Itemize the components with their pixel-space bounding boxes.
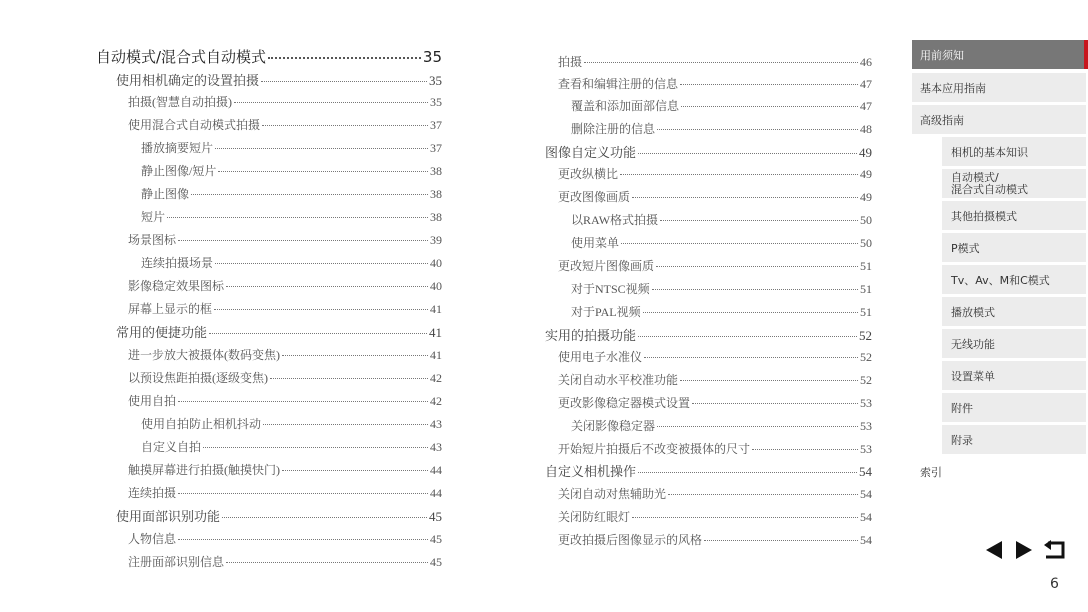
toc-page: 52 (859, 328, 872, 343)
toc-entry[interactable] (128, 346, 442, 363)
toc-leader (644, 357, 858, 358)
toc-page: 51 (860, 282, 872, 296)
toc-title: 场景图标 (128, 233, 177, 247)
toc-leader (680, 380, 858, 381)
toc-entry[interactable] (141, 185, 442, 202)
toc-leader (268, 57, 421, 59)
toc-title: 播放摘要短片 (141, 141, 214, 155)
toc-page: 52 (860, 373, 872, 387)
toc-page: 43 (430, 440, 442, 454)
next-page-icon (1012, 539, 1036, 561)
toc-page: 41 (430, 302, 442, 316)
toc-leader (632, 197, 858, 198)
toc-entry[interactable] (571, 97, 872, 114)
toc-leader (660, 220, 858, 221)
toc-leader (214, 309, 428, 310)
toc-entry[interactable] (116, 506, 442, 525)
toc-page: 47 (860, 77, 872, 91)
toc-entry[interactable] (558, 257, 872, 274)
toc-leader (621, 243, 858, 244)
toc-page: 41 (430, 348, 442, 362)
toc-leader (668, 494, 858, 495)
toc-page: 51 (860, 305, 872, 319)
toc-leader (282, 355, 428, 356)
toc-entry[interactable] (545, 142, 872, 161)
toc-title: 关闭自动对焦辅助光 (558, 487, 667, 501)
toc-title: 关闭影像稳定器 (571, 419, 656, 433)
sidebar-item-setup-menu[interactable] (942, 361, 1086, 390)
toc-page: 35 (422, 48, 442, 66)
toc-page: 41 (429, 325, 442, 340)
toc-entry[interactable] (128, 231, 442, 248)
sidebar-item-p-mode[interactable] (942, 233, 1086, 262)
toc-page: 49 (859, 145, 872, 160)
toc-leader (226, 562, 428, 563)
toc-page: 35 (429, 73, 442, 88)
page-number: 6 (1050, 576, 1059, 592)
sidebar-item-tv-av-m-c-mode[interactable] (942, 265, 1086, 294)
return-button[interactable] (1042, 539, 1066, 561)
toc-entry[interactable] (141, 254, 442, 271)
toc-title: 实用的拍摄功能 (545, 328, 637, 343)
toc-title: 屏幕上显示的框 (128, 302, 213, 316)
toc-page: 52 (860, 350, 872, 364)
toc-page: 45 (430, 555, 442, 569)
toc-page: 42 (430, 371, 442, 385)
toc-entry[interactable] (558, 485, 872, 502)
toc-page: 54 (860, 533, 872, 547)
toc-title: 更改短片图像画质 (558, 259, 655, 273)
toc-leader (656, 266, 858, 267)
toc-page: 50 (860, 236, 872, 250)
sidebar-item-label: 索引 (920, 465, 942, 479)
toc-title: 使用菜单 (571, 236, 620, 250)
chapter-sidebar (912, 40, 1088, 492)
toc-title: 静止图像 (141, 187, 190, 201)
sidebar-item-label: 设置菜单 (951, 369, 995, 383)
toc-title: 进一步放大被摄体(数码变焦) (128, 348, 280, 362)
toc-page: 50 (860, 213, 872, 227)
toc-page: 54 (859, 464, 872, 479)
toc-page: 38 (430, 210, 442, 224)
sidebar-item-label: Tv、Av、M和C模式 (951, 273, 1050, 287)
toc-entry[interactable] (571, 303, 872, 320)
toc-title: 对于NTSC视频 (571, 282, 650, 296)
toc-leader (215, 263, 428, 264)
toc-page: 43 (430, 417, 442, 431)
toc-entry[interactable] (571, 211, 872, 228)
toc-page: 53 (860, 442, 872, 456)
sidebar-item-advanced-guide[interactable] (912, 105, 1086, 134)
toc-entry[interactable] (571, 234, 872, 251)
toc-leader (657, 129, 858, 130)
toc-title: 删除注册的信息 (571, 122, 656, 136)
toc-leader (167, 217, 428, 218)
toc-leader (652, 289, 858, 290)
toc-leader (638, 153, 857, 154)
toc-title: 拍摄 (558, 55, 583, 69)
toc-entry[interactable] (571, 280, 872, 297)
toc-entry[interactable] (558, 53, 872, 70)
toc-title: 更改影像稳定器模式设置 (558, 396, 691, 410)
sidebar-item-before-use[interactable] (912, 40, 1086, 69)
toc-title: 更改图像画质 (558, 190, 631, 204)
toc-page: 35 (430, 95, 442, 109)
toc-title: 影像稳定效果图标 (128, 279, 225, 293)
toc-title: 常用的便捷功能 (116, 325, 208, 340)
toc-title: 关闭自动水平校准功能 (558, 373, 679, 387)
toc-entry[interactable] (141, 438, 442, 455)
toc-entry[interactable] (141, 415, 442, 432)
toc-page: 40 (430, 256, 442, 270)
toc-page: 44 (430, 486, 442, 500)
sidebar-item-label: 相机的基本知识 (951, 145, 1028, 159)
toc-title: 触摸屏幕进行拍摄(触摸快门) (128, 463, 280, 477)
toc-leader (209, 333, 427, 334)
toc-title: 开始短片拍摄后不改变被摄体的尺寸 (558, 442, 751, 456)
toc-leader (638, 472, 857, 473)
toc-page: 48 (860, 122, 872, 136)
toc-title: 自定义相机操作 (545, 464, 637, 479)
toc-entry[interactable] (128, 484, 442, 501)
sidebar-item-auto-mode[interactable] (942, 169, 1086, 198)
sidebar-item-label-line: 混合式自动模式 (951, 182, 1028, 196)
toc-entry[interactable] (128, 392, 442, 409)
toc-entry[interactable] (128, 300, 442, 317)
toc-leader (203, 447, 428, 448)
sidebar-item-label: 用前须知 (920, 48, 964, 62)
toc-title: 使用面部识别功能 (116, 509, 221, 524)
toc-entry[interactable] (116, 70, 442, 89)
toc-leader (632, 517, 858, 518)
sidebar-item-label: 播放模式 (951, 305, 995, 319)
toc-title: 连续拍摄场景 (141, 256, 214, 270)
toc-title: 使用相机确定的设置拍摄 (116, 73, 260, 88)
toc-leader (282, 470, 428, 471)
sidebar-item-label: 附录 (951, 433, 973, 447)
toc-entry[interactable] (141, 139, 442, 156)
toc-page: 42 (430, 394, 442, 408)
toc-leader (178, 401, 428, 402)
toc-title: 静止图像/短片 (141, 164, 217, 178)
sidebar-item-appendix[interactable] (942, 425, 1086, 454)
page-navigation (982, 539, 1064, 561)
sidebar-item-label (951, 172, 1028, 196)
sidebar-item-label-line: 自动模式/ (951, 170, 999, 184)
sidebar-item-label: P模式 (951, 241, 980, 255)
toc-title: 自动模式/混合式自动模式 (96, 48, 267, 66)
sidebar-item-other-shooting-modes[interactable] (942, 201, 1086, 230)
toc-entry[interactable] (96, 46, 442, 67)
toc-leader (261, 81, 427, 82)
toc-entry[interactable] (558, 508, 872, 525)
toc-page: 44 (430, 463, 442, 477)
toc-leader (657, 426, 858, 427)
toc-entry[interactable] (545, 325, 872, 344)
toc-entry[interactable] (558, 394, 872, 411)
toc-title: 连续拍摄 (128, 486, 177, 500)
toc-leader (692, 403, 858, 404)
prev-page-icon (982, 539, 1006, 561)
toc-title: 使用混合式自动模式拍摄 (128, 118, 261, 132)
sidebar-item-label: 其他拍摄模式 (951, 209, 1017, 223)
toc-entry[interactable] (558, 188, 872, 205)
toc-leader (270, 378, 428, 379)
toc-entry[interactable] (128, 553, 442, 570)
toc-entry[interactable] (116, 322, 442, 341)
toc-leader (215, 148, 428, 149)
toc-leader (681, 106, 858, 107)
toc-page: 49 (860, 190, 872, 204)
sidebar-item-wireless[interactable] (942, 329, 1086, 358)
toc-entry[interactable] (558, 165, 872, 182)
toc-title: 查看和编辑注册的信息 (558, 77, 679, 91)
toc-title: 短片 (141, 210, 166, 224)
toc-leader (638, 336, 857, 337)
toc-leader (620, 174, 858, 175)
toc-entry[interactable] (141, 162, 442, 179)
toc-page: 38 (430, 187, 442, 201)
toc-title: 以RAW格式拍摄 (571, 213, 659, 227)
prev-page-button[interactable] (982, 539, 1006, 561)
toc-leader (680, 84, 858, 85)
toc-leader (234, 102, 428, 103)
toc-leader (704, 540, 858, 541)
toc-leader (178, 539, 428, 540)
toc-leader (222, 517, 427, 518)
toc-entry[interactable] (571, 120, 872, 137)
toc-entry[interactable] (558, 440, 872, 457)
toc-entry[interactable] (558, 371, 872, 388)
toc-title: 更改纵横比 (558, 167, 619, 181)
toc-title: 使用自拍 (128, 394, 177, 408)
toc-title: 图像自定义功能 (545, 145, 637, 160)
sidebar-item-label: 无线功能 (951, 337, 995, 351)
toc-leader (226, 286, 428, 287)
sidebar-item-basic-guide[interactable] (912, 73, 1086, 102)
sidebar-item-label: 高级指南 (920, 113, 964, 127)
toc-title: 人物信息 (128, 532, 177, 546)
toc-page: 54 (860, 487, 872, 501)
toc-entry[interactable] (128, 530, 442, 547)
toc-title: 覆盖和添加面部信息 (571, 99, 680, 113)
toc-page: 53 (860, 419, 872, 433)
toc-title: 更改拍摄后图像显示的风格 (558, 533, 703, 547)
sidebar-item-label: 基本应用指南 (920, 81, 986, 95)
toc-leader (643, 312, 858, 313)
toc-leader (584, 62, 858, 63)
toc-title: 以预设焦距拍摄(逐级变焦) (128, 371, 268, 385)
toc-page: 51 (860, 259, 872, 273)
toc-page: 47 (860, 99, 872, 113)
toc-entry[interactable] (545, 461, 872, 480)
toc-page: 37 (430, 118, 442, 132)
toc-entry[interactable] (128, 461, 442, 478)
toc-page: 45 (429, 509, 442, 524)
toc-title: 拍摄(智慧自动拍摄) (128, 95, 232, 109)
toc-entry[interactable] (558, 348, 872, 365)
toc-leader (191, 194, 428, 195)
toc-page: 37 (430, 141, 442, 155)
toc-page: 45 (430, 532, 442, 546)
sidebar-item-label: 附件 (951, 401, 973, 415)
toc-title: 自定义自拍 (141, 440, 202, 454)
sidebar-item-accessories[interactable] (942, 393, 1086, 422)
next-page-button[interactable] (1012, 539, 1036, 561)
toc-leader (263, 424, 428, 425)
toc-entry[interactable] (128, 369, 442, 386)
toc-entry[interactable] (141, 208, 442, 225)
toc-page: 53 (860, 396, 872, 410)
toc-title: 对于PAL视频 (571, 305, 641, 319)
toc-page: 49 (860, 167, 872, 181)
toc-page: 54 (860, 510, 872, 524)
toc-page: 46 (860, 55, 872, 69)
toc-entry[interactable] (571, 417, 872, 434)
toc-entry[interactable] (558, 531, 872, 548)
toc-entry[interactable] (128, 93, 442, 110)
toc-entry[interactable] (558, 75, 872, 92)
return-icon (1042, 539, 1066, 561)
toc-title: 注册面部识别信息 (128, 555, 225, 569)
toc-title: 使用电子水准仪 (558, 350, 643, 364)
sidebar-item-playback-mode[interactable] (942, 297, 1086, 326)
toc-page: 39 (430, 233, 442, 247)
toc-leader (178, 493, 428, 494)
toc-page: 38 (430, 164, 442, 178)
sidebar-item-camera-basics[interactable] (942, 137, 1086, 166)
toc-entry[interactable] (128, 116, 442, 133)
toc-page: 40 (430, 279, 442, 293)
toc-leader (262, 125, 428, 126)
toc-entry[interactable] (128, 277, 442, 294)
toc-title: 关闭防红眼灯 (558, 510, 631, 524)
toc-title: 使用自拍防止相机抖动 (141, 417, 262, 431)
toc-leader (178, 240, 428, 241)
toc-leader (752, 449, 858, 450)
toc-leader (218, 171, 428, 172)
sidebar-item-index[interactable] (912, 457, 1086, 486)
